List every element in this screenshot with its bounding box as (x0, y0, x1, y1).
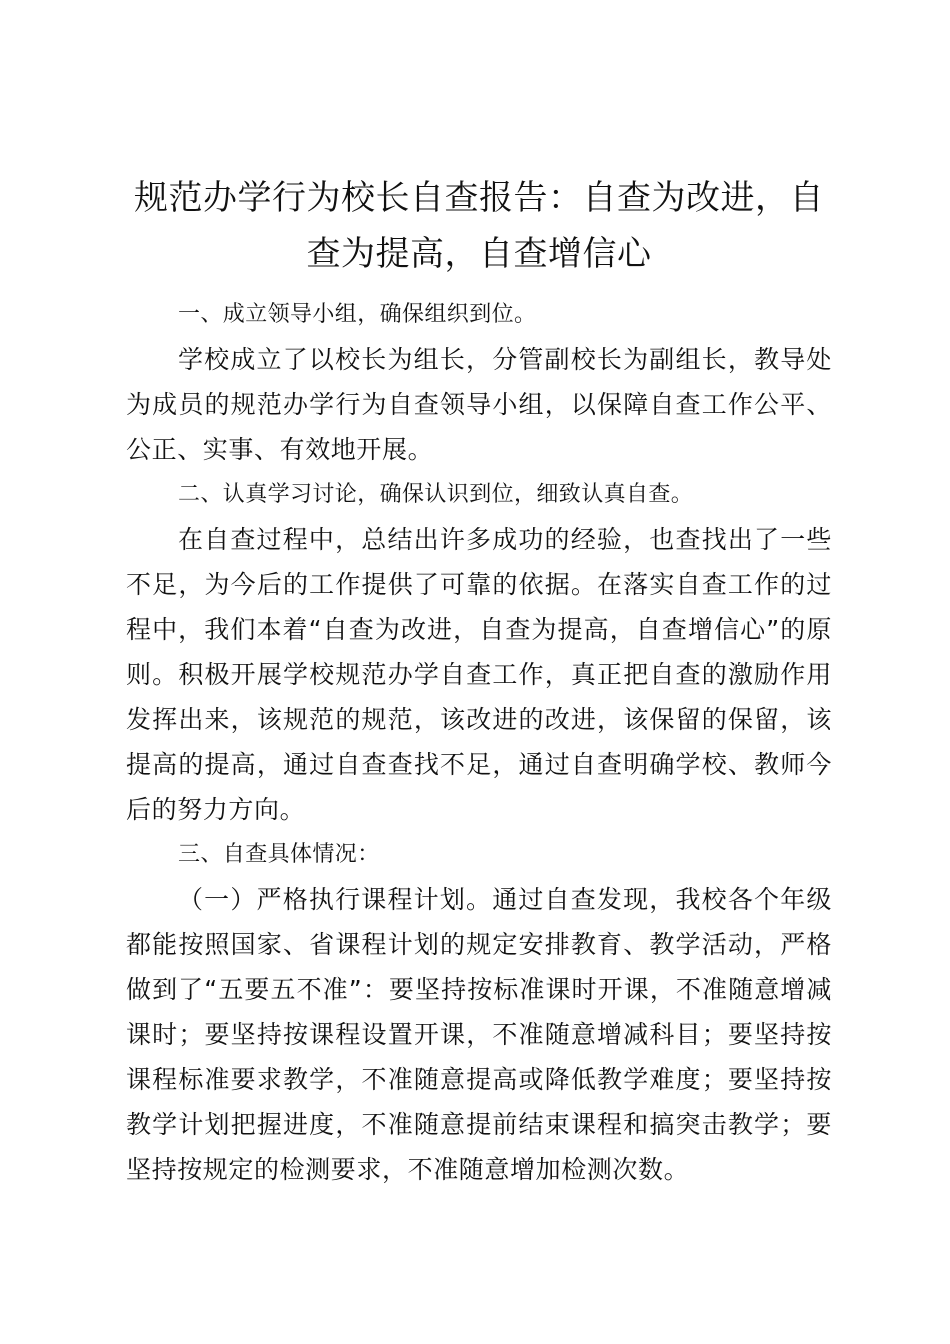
section-heading-3: 三、自查具体情况： (178, 842, 380, 867)
paragraph-1: 学校成立了以校长为组长，分管副校长为副组长，教导处为成员的规范办学行为自查领导小组，以保障自查工作公平、公正、实事、有效地开展。 (126, 345, 832, 464)
section-heading-1: 一、成立领导小组，确保组织到位。 (178, 302, 537, 327)
paragraph-3: （一）严格执行课程计划。通过自查发现，我校各个年级都能按照国家、省课程计划的规定安排教育、教学活动，严格做到了“五要五不准”：要坚持按标准课时开课，不准随意增减课时；要坚持按课程设置开课，不准随意增减科目；要坚持按课程标准要求教学，不准随意提高或降低教学难度；要坚持按教学计划把握进度，不准随意提前结束课程和搞突击教学；要坚持按规定的检测要求，不准随意增加检测次数。 (126, 885, 832, 1184)
document-body (126, 170, 832, 1192)
document-title: 规范办学行为校长自查报告：自查为改进，自查为提高，自查增信心 (134, 178, 824, 274)
paragraph-2: 在自查过程中，总结出许多成功的经验，也查找出了一些不足，为今后的工作提供了可靠的依据。在落实自查工作的过程中，我们本着“自查为改进，自查为提高，自查增信心”的原则。积极开展学校规范办学自查工作，真正把自查的激励作用发挥出来，该规范的规范，该改进的改进，该保留的保留，该提高的提高，通过自查查找不足，通过自查明确学校、教师今后的努力方向。 (126, 525, 832, 824)
section-heading-2: 二、认真学习讨论，确保认识到位，细致认真自查。 (178, 482, 694, 507)
